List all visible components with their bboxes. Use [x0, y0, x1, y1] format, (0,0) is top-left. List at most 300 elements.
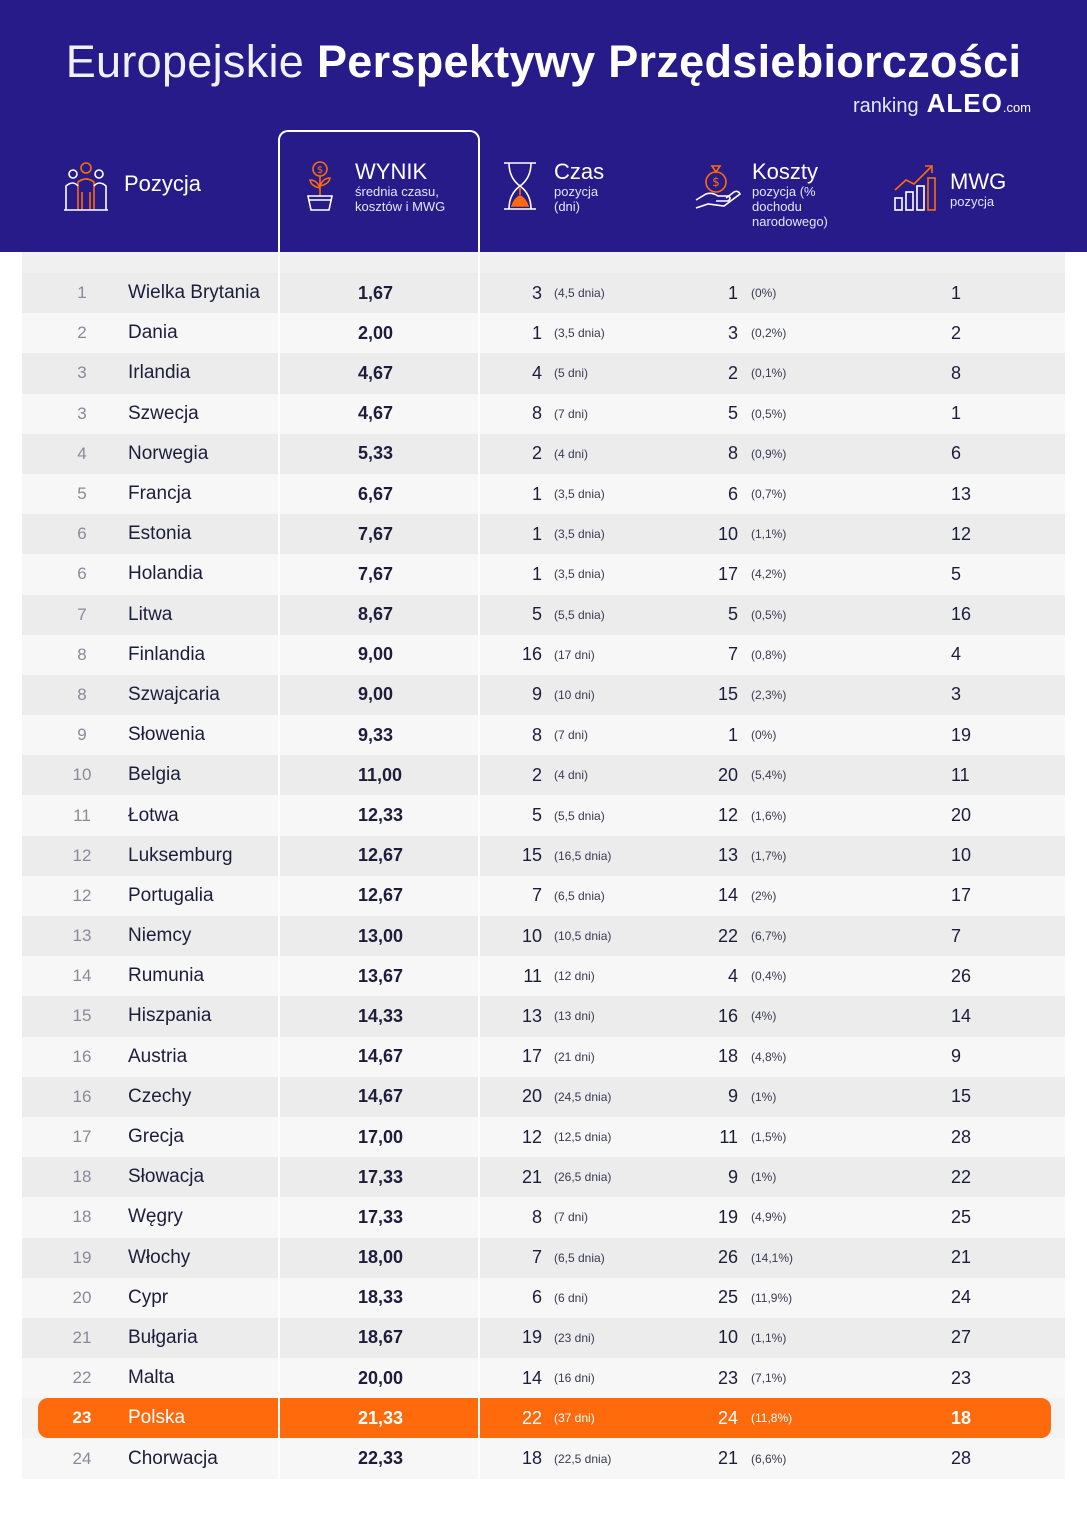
- score-cell: 5,33: [358, 443, 394, 464]
- cost-detail-cell: (4,2%): [751, 567, 787, 582]
- table-row-highlighted: [38, 1398, 1051, 1438]
- cost-detail-cell: (0,8%): [751, 647, 787, 662]
- rank-cell: 12: [72, 885, 92, 905]
- country-cell: Bułgaria: [128, 1326, 198, 1348]
- mwg-cell: 23: [951, 1367, 972, 1388]
- cost-detail-cell: (0,5%): [751, 406, 787, 421]
- country-cell: Litwa: [128, 603, 173, 625]
- cost-detail-cell: (1%): [751, 1170, 777, 1185]
- mwg-cell: 4: [951, 644, 962, 665]
- time-cell: 20: [521, 1086, 542, 1107]
- money-hand-icon: [694, 160, 742, 217]
- time-detail-cell: (6,5 dnia): [554, 1250, 605, 1265]
- hourglass-icon: [500, 160, 540, 217]
- country-cell: Estonia: [128, 523, 192, 545]
- time-cell: 18: [521, 1448, 542, 1469]
- page-title: [0, 36, 1087, 88]
- table-row: [22, 1278, 1065, 1318]
- cost-cell: 6: [727, 483, 738, 504]
- brand-domain: .com: [1002, 100, 1031, 115]
- time-label: Czas: [554, 159, 605, 184]
- time-detail-cell: (3,5 dnia): [554, 527, 605, 542]
- country-cell: Polska: [128, 1407, 186, 1429]
- rank-cell: 8: [77, 684, 87, 704]
- score-sublabel: średnia czasu, kosztów i MWG: [355, 184, 446, 214]
- time-detail-cell: (4 dni): [554, 768, 589, 783]
- time-cell: 1: [531, 563, 542, 584]
- table-row: [22, 755, 1065, 795]
- time-cell: 10: [521, 925, 542, 946]
- score-cell: 21,33: [358, 1407, 404, 1428]
- cost-cell: 25: [717, 1287, 738, 1308]
- country-cell: Holandia: [128, 563, 203, 585]
- score-cell: 12,67: [358, 845, 404, 866]
- title-light: Europejskie: [65, 36, 305, 87]
- cost-detail-cell: (4,9%): [751, 1210, 787, 1225]
- score-cell: 22,33: [358, 1448, 404, 1469]
- score-cell: 12,67: [358, 885, 404, 906]
- table-row: [22, 1157, 1065, 1197]
- cost-cell: 21: [717, 1448, 738, 1469]
- cost-sublabel: pozycja (% dochodu narodowego): [752, 184, 828, 229]
- time-detail-cell: (6 dni): [554, 1290, 589, 1305]
- cost-cell: 5: [727, 604, 738, 625]
- title-bold: Perspektywy Przędsiebiorczości: [316, 36, 1022, 87]
- mwg-cell: 17: [951, 885, 972, 906]
- time-cell: 2: [531, 443, 542, 464]
- cost-cell: 9: [727, 1166, 738, 1187]
- column-header-time: [500, 160, 614, 217]
- cost-detail-cell: (14,1%): [751, 1250, 794, 1265]
- growth-chart-icon: [892, 160, 938, 217]
- rank-cell: 14: [72, 966, 92, 986]
- rank-cell: 13: [72, 926, 92, 946]
- score-cell: 17,33: [358, 1206, 404, 1227]
- rank-cell: 10: [72, 765, 92, 785]
- cost-cell: 11: [719, 1126, 738, 1147]
- country-cell: Francja: [128, 483, 192, 505]
- country-cell: Szwecja: [128, 402, 199, 424]
- score-cell: 12,33: [358, 805, 404, 826]
- time-cell: 5: [531, 805, 542, 826]
- score-cell: 9,33: [358, 724, 394, 745]
- country-cell: Norwegia: [128, 442, 209, 464]
- brand-name: ALEO: [926, 88, 1003, 118]
- rank-cell: 7: [77, 604, 87, 624]
- score-cell: 8,67: [358, 604, 394, 625]
- country-cell: Szwajcaria: [128, 683, 220, 705]
- column-divider: [478, 252, 480, 1478]
- mwg-cell: 5: [951, 563, 962, 584]
- cost-cell: 9: [727, 1086, 738, 1107]
- cost-detail-cell: (4%): [751, 1009, 777, 1024]
- cost-detail-cell: (2,3%): [751, 687, 787, 702]
- time-detail-cell: (16 dni): [554, 1371, 595, 1386]
- cost-cell: 2: [727, 362, 738, 383]
- score-cell: 14,67: [358, 1046, 404, 1067]
- rank-cell: 19: [72, 1247, 92, 1267]
- table-row: [22, 353, 1065, 393]
- score-cell: 9,00: [358, 684, 394, 705]
- cost-detail-cell: (4,8%): [751, 1049, 787, 1064]
- cost-cell: 14: [717, 885, 738, 906]
- table-row: [22, 313, 1065, 353]
- score-cell: 13,67: [358, 965, 404, 986]
- time-detail-cell: (5,5 dnia): [554, 607, 605, 622]
- country-cell: Finlandia: [128, 643, 206, 665]
- time-cell: 19: [521, 1327, 542, 1348]
- cost-cell: 15: [717, 684, 738, 705]
- cost-cell: 19: [717, 1206, 738, 1227]
- cost-cell: 17: [717, 563, 738, 584]
- time-detail-cell: (3,5 dnia): [554, 326, 605, 341]
- cost-detail-cell: (11,9%): [751, 1290, 793, 1305]
- cost-cell: 5: [727, 403, 738, 424]
- cost-detail-cell: (1,7%): [751, 848, 787, 863]
- country-cell: Czechy: [128, 1085, 192, 1107]
- rank-cell: 23: [72, 1408, 92, 1428]
- score-cell: 2,00: [358, 322, 394, 343]
- score-cell: 18,33: [358, 1287, 404, 1308]
- aleo-logo: [927, 88, 1031, 119]
- cost-cell: 4: [727, 965, 738, 986]
- cost-cell: 8: [727, 443, 738, 464]
- time-cell: 11: [523, 965, 542, 986]
- country-cell: Dania: [128, 322, 178, 344]
- table-body: [22, 273, 1065, 1479]
- table-row: [22, 795, 1065, 835]
- svg-text:$: $: [712, 175, 720, 189]
- table-row: [22, 1117, 1065, 1157]
- cost-detail-cell: (0,1%): [751, 366, 787, 381]
- time-cell: 8: [531, 1206, 542, 1227]
- cost-cell: 18: [717, 1046, 738, 1067]
- rank-cell: 18: [72, 1207, 92, 1227]
- time-cell: 7: [531, 1247, 542, 1268]
- table-row: [22, 1438, 1065, 1478]
- mwg-cell: 6: [951, 443, 962, 464]
- rank-cell: 18: [72, 1167, 92, 1187]
- country-cell: Luksemburg: [128, 844, 233, 866]
- time-detail-cell: (10 dni): [554, 687, 595, 702]
- column-header-mwg: [892, 160, 1006, 217]
- score-cell: 13,00: [358, 925, 404, 946]
- country-cell: Chorwacja: [128, 1447, 218, 1469]
- rank-cell: 20: [72, 1287, 92, 1307]
- country-cell: Austria: [128, 1045, 188, 1067]
- cost-detail-cell: (2%): [751, 888, 777, 903]
- country-cell: Malta: [128, 1367, 175, 1389]
- time-detail-cell: (37 dni): [554, 1411, 595, 1426]
- time-cell: 1: [531, 322, 542, 343]
- cost-detail-cell: (0%): [751, 286, 777, 301]
- rank-cell: 9: [77, 725, 87, 745]
- time-detail-cell: (17 dni): [554, 647, 595, 662]
- table-row: [22, 514, 1065, 554]
- mwg-cell: 25: [951, 1206, 972, 1227]
- cost-cell: 1: [727, 724, 738, 745]
- cost-cell: 16: [717, 1005, 738, 1026]
- time-sublabel: pozycja (dni): [554, 184, 599, 214]
- rank-cell: 4: [77, 443, 87, 463]
- time-cell: 12: [521, 1126, 542, 1147]
- cost-label: Koszty: [752, 159, 819, 184]
- time-detail-cell: (21 dni): [554, 1049, 595, 1064]
- cost-detail-cell: (1,6%): [751, 808, 787, 823]
- money-plant-icon: [303, 160, 337, 217]
- rank-cell: 12: [72, 845, 92, 865]
- cost-cell: 1: [727, 282, 738, 303]
- table-row: [22, 595, 1065, 635]
- mwg-cell: 11: [951, 764, 970, 785]
- time-detail-cell: (5,5 dnia): [554, 808, 605, 823]
- time-detail-cell: (7 dni): [554, 1210, 589, 1225]
- rank-cell: 16: [72, 1046, 92, 1066]
- cost-cell: 7: [727, 644, 738, 665]
- table-row: [22, 554, 1065, 594]
- cost-detail-cell: (0%): [751, 728, 777, 743]
- time-cell: 17: [521, 1046, 542, 1067]
- mwg-cell: 9: [951, 1046, 962, 1067]
- rank-cell: 16: [72, 1086, 92, 1106]
- time-detail-cell: (7 dni): [554, 728, 589, 743]
- mwg-cell: 3: [951, 684, 962, 705]
- time-detail-cell: (10,5 dnia): [554, 929, 612, 944]
- header-banner: [0, 0, 1087, 252]
- rank-cell: 3: [77, 403, 87, 423]
- time-detail-cell: (16,5 dnia): [554, 848, 612, 863]
- table-row: [22, 635, 1065, 675]
- time-cell: 8: [531, 403, 542, 424]
- score-cell: 1,67: [358, 282, 394, 303]
- mwg-cell: 12: [951, 523, 972, 544]
- cost-detail-cell: (6,6%): [751, 1451, 787, 1466]
- table-row: [22, 836, 1065, 876]
- score-cell: 14,67: [358, 1086, 404, 1107]
- table-row: [22, 1358, 1065, 1398]
- mwg-cell: 16: [951, 604, 972, 625]
- cost-cell: 22: [717, 925, 738, 946]
- score-cell: 7,67: [358, 523, 394, 544]
- time-cell: 5: [531, 604, 542, 625]
- rank-cell: 11: [73, 805, 91, 825]
- score-cell: 17,00: [358, 1126, 404, 1147]
- mwg-cell: 20: [951, 805, 972, 826]
- table-row: [22, 1197, 1065, 1237]
- cost-cell: 10: [717, 1327, 738, 1348]
- time-detail-cell: (22,5 dnia): [554, 1451, 612, 1466]
- rank-cell: 1: [77, 283, 87, 303]
- table-row: [22, 1318, 1065, 1358]
- cost-detail-cell: (11,8%): [751, 1411, 793, 1426]
- table-row: [22, 273, 1065, 313]
- people-icon: [62, 160, 110, 217]
- time-detail-cell: (26,5 dnia): [554, 1170, 612, 1185]
- time-detail-cell: (7 dni): [554, 406, 589, 421]
- time-detail-cell: (13 dni): [554, 1009, 595, 1024]
- cost-detail-cell: (7,1%): [751, 1371, 787, 1386]
- cost-cell: 23: [717, 1367, 738, 1388]
- score-cell: 7,67: [358, 563, 394, 584]
- time-detail-cell: (6,5 dnia): [554, 888, 605, 903]
- time-detail-cell: (4 dni): [554, 446, 589, 461]
- time-cell: 16: [521, 644, 542, 665]
- score-cell: 14,33: [358, 1005, 404, 1026]
- country-cell: Cypr: [128, 1286, 169, 1308]
- table-row: [22, 916, 1065, 956]
- country-cell: Irlandia: [128, 362, 191, 384]
- time-cell: 13: [521, 1005, 542, 1026]
- mwg-label: MWG: [950, 169, 1007, 194]
- country-cell: Niemcy: [128, 925, 192, 947]
- column-divider: [278, 252, 280, 1478]
- svg-text:$: $: [316, 165, 324, 176]
- country-cell: Włochy: [128, 1246, 191, 1268]
- ranking-brand: [853, 88, 1031, 119]
- country-cell: Hiszpania: [128, 1005, 212, 1027]
- cost-cell: 12: [717, 805, 738, 826]
- time-detail-cell: (4,5 dnia): [554, 286, 605, 301]
- score-cell: 18,00: [358, 1247, 404, 1268]
- cost-detail-cell: (1%): [751, 1089, 777, 1104]
- cost-detail-cell: (1,1%): [751, 1330, 787, 1345]
- rank-cell: 22: [72, 1368, 92, 1388]
- time-cell: 14: [521, 1367, 542, 1388]
- mwg-cell: 19: [951, 724, 972, 745]
- time-detail-cell: (3,5 dnia): [554, 567, 605, 582]
- column-header-score: [303, 160, 465, 217]
- mwg-cell: 8: [951, 362, 962, 383]
- cost-cell: 3: [727, 322, 738, 343]
- score-cell: 4,67: [358, 362, 394, 383]
- column-header-cost: [694, 160, 848, 229]
- time-detail-cell: (24,5 dnia): [554, 1089, 612, 1104]
- time-cell: 9: [531, 684, 542, 705]
- country-cell: Słowacja: [128, 1166, 205, 1188]
- mwg-cell: 22: [951, 1166, 972, 1187]
- time-cell: 1: [531, 523, 542, 544]
- score-cell: 18,67: [358, 1327, 404, 1348]
- mwg-cell: 18: [951, 1407, 972, 1428]
- column-header-position: [62, 160, 201, 217]
- time-cell: 6: [531, 1287, 542, 1308]
- country-cell: Wielka Brytania: [128, 282, 260, 304]
- cost-cell: 20: [717, 764, 738, 785]
- mwg-cell: 2: [951, 322, 962, 343]
- table-row: [22, 1238, 1065, 1278]
- cost-detail-cell: (0,9%): [751, 446, 787, 461]
- score-cell: 20,00: [358, 1367, 404, 1388]
- mwg-sublabel: pozycja: [950, 194, 995, 209]
- time-detail-cell: (5 dni): [554, 366, 589, 381]
- table-row: [22, 675, 1065, 715]
- time-cell: 7: [531, 885, 542, 906]
- table-top-spacer: [22, 252, 1065, 273]
- table-row: [22, 474, 1065, 514]
- mwg-cell: 14: [951, 1005, 972, 1026]
- rank-cell: 2: [77, 323, 87, 343]
- country-cell: Grecja: [128, 1126, 184, 1148]
- mwg-cell: 15: [951, 1086, 972, 1107]
- country-cell: Portugalia: [128, 884, 214, 906]
- rank-cell: 15: [72, 1006, 92, 1026]
- time-detail-cell: (12 dni): [554, 969, 595, 984]
- table-row: [22, 956, 1065, 996]
- cost-detail-cell: (0,4%): [751, 969, 787, 984]
- rank-cell: 17: [72, 1127, 92, 1147]
- time-cell: 8: [531, 724, 542, 745]
- time-detail-cell: (23 dni): [554, 1330, 595, 1345]
- country-cell: Słowenia: [128, 724, 206, 746]
- cost-detail-cell: (6,7%): [751, 929, 787, 944]
- country-cell: Rumunia: [128, 965, 205, 987]
- time-cell: 15: [521, 845, 542, 866]
- cost-cell: 13: [717, 845, 738, 866]
- score-label: WYNIK: [355, 159, 428, 184]
- table-row: [22, 434, 1065, 474]
- mwg-cell: 10: [951, 845, 972, 866]
- cost-detail-cell: (0,7%): [751, 487, 787, 502]
- position-label: Pozycja: [124, 171, 202, 196]
- cost-cell: 24: [717, 1407, 738, 1428]
- cost-detail-cell: (1,5%): [751, 1130, 787, 1145]
- rank-cell: 6: [77, 564, 87, 584]
- time-cell: 21: [521, 1166, 542, 1187]
- rank-cell: 8: [77, 644, 87, 664]
- score-cell: 6,67: [358, 483, 394, 504]
- cost-detail-cell: (0,2%): [751, 326, 787, 341]
- mwg-cell: 28: [951, 1448, 972, 1469]
- mwg-cell: 21: [951, 1247, 972, 1268]
- mwg-cell: 24: [951, 1287, 972, 1308]
- table-row: [22, 1077, 1065, 1117]
- time-cell: 3: [531, 282, 542, 303]
- ranking-word: ranking: [852, 95, 919, 117]
- country-cell: Belgia: [128, 764, 181, 786]
- mwg-cell: 13: [951, 483, 972, 504]
- country-cell: Łotwa: [128, 804, 179, 826]
- table-row: [22, 996, 1065, 1036]
- cost-detail-cell: (0,5%): [751, 607, 787, 622]
- score-cell: 11,00: [358, 764, 403, 785]
- time-cell: 22: [521, 1407, 542, 1428]
- score-cell: 17,33: [358, 1166, 404, 1187]
- score-cell: 4,67: [358, 403, 394, 424]
- mwg-cell: 7: [951, 925, 962, 946]
- rank-cell: 6: [77, 524, 87, 544]
- time-detail-cell: (12,5 dnia): [554, 1130, 612, 1145]
- time-cell: 1: [531, 483, 542, 504]
- rank-cell: 3: [77, 363, 87, 383]
- cost-cell: 26: [717, 1247, 738, 1268]
- cost-cell: 10: [717, 523, 738, 544]
- rank-cell: 21: [72, 1327, 92, 1347]
- time-cell: 4: [531, 362, 542, 383]
- table-row: [22, 715, 1065, 755]
- mwg-cell: 1: [951, 282, 962, 303]
- time-detail-cell: (3,5 dnia): [554, 487, 605, 502]
- mwg-cell: 26: [951, 965, 972, 986]
- mwg-cell: 28: [951, 1126, 972, 1147]
- rank-cell: 5: [77, 484, 87, 504]
- table-row: [22, 394, 1065, 434]
- cost-detail-cell: (5,4%): [751, 768, 787, 783]
- score-cell: 9,00: [358, 644, 394, 665]
- country-cell: Węgry: [128, 1206, 183, 1228]
- time-cell: 2: [531, 764, 542, 785]
- table-row: [22, 1037, 1065, 1077]
- cost-detail-cell: (1,1%): [751, 527, 787, 542]
